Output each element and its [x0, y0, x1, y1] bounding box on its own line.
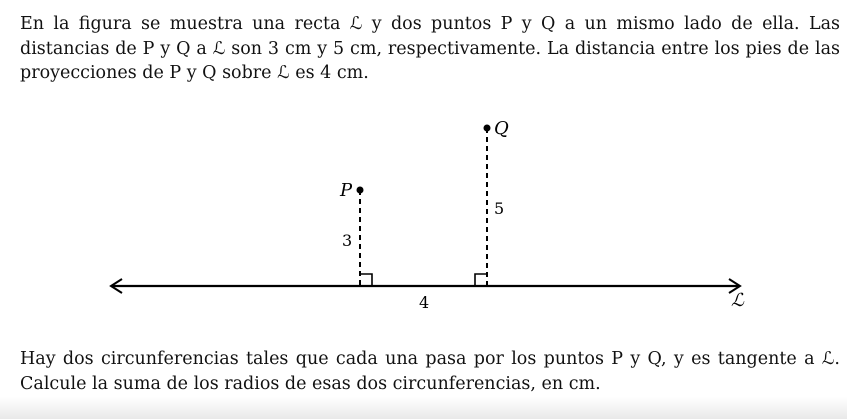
right-angle-q-icon	[475, 274, 487, 286]
point-q-dot	[484, 125, 491, 132]
problem-question: Hay dos circunferencias tales que cada una pasa por los puntos P y Q, y es tangente a ℒ. Calcule la suma de los radios de esas dos circunferencias, en cm.	[20, 349, 840, 394]
distance-p-label: 3	[342, 231, 353, 250]
point-p-label: P	[340, 180, 353, 201]
geometry-figure	[0, 100, 847, 330]
line-l-label: ℒ	[731, 290, 744, 311]
point-q-label: Q	[494, 118, 509, 139]
bottom-shadow	[0, 397, 847, 419]
distance-q-label: 5	[494, 199, 505, 218]
right-angle-p-icon	[360, 274, 372, 286]
foot-distance-label: 4	[419, 293, 430, 312]
point-p-dot	[357, 187, 364, 194]
problem-intro: En la figura se muestra una recta ℒ y dos puntos P y Q a un mismo lado de ella. Las distancias de P y Q a ℒ son 3 cm y 5 cm, respectivamente. La distancia entre los pies de las proyecciones de P y Q sobre ℒ es 4 cm.	[20, 14, 840, 83]
